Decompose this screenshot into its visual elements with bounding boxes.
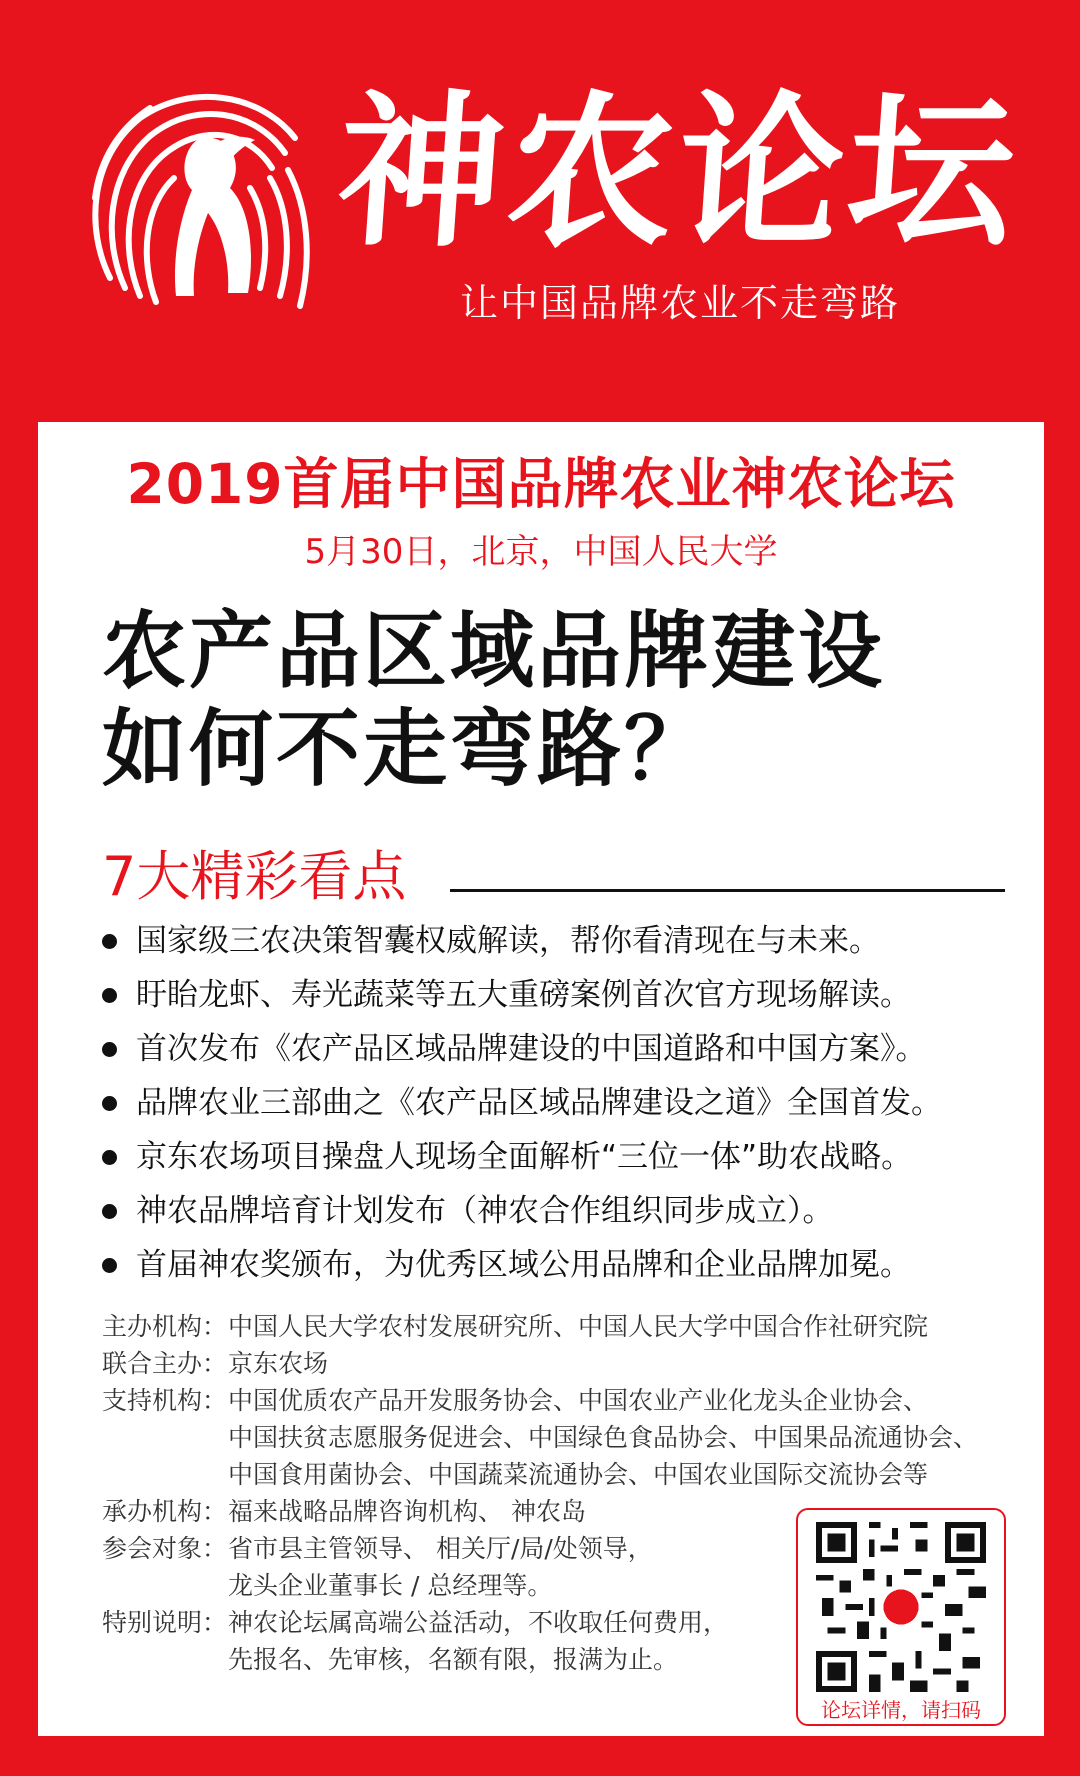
info-row-supporters-cont: [102, 1456, 978, 1493]
info-value: 中国优质农产品开发服务协会、中国农业产业化龙头企业协会、: [228, 1386, 929, 1415]
info-row-host: [102, 1308, 978, 1345]
info-label: 参会对象：: [102, 1534, 228, 1563]
event-date-location: 5月30日，北京，中国人民大学: [304, 532, 778, 572]
info-value: 中国人民大学农村发展研究所、中国人民大学中国合作社研究院: [228, 1312, 929, 1341]
shennong-fingerprint-logo-icon: [80, 78, 320, 328]
info-value: 神农论坛属高端公益活动，不收取任何费用，: [228, 1608, 729, 1637]
header-banner: [0, 0, 1080, 420]
info-label: 主办机构：: [102, 1312, 228, 1341]
info-value: 先报名、先审核，名额有限，报满为止。: [228, 1645, 679, 1674]
bullet-icon: [102, 934, 117, 949]
content-card: [38, 422, 1044, 1736]
list-item-text: 首届神农奖颁布，为优秀区域公用品牌和企业品牌加冕。: [136, 1247, 911, 1283]
info-label: 支持机构：: [102, 1386, 228, 1415]
headline-line-1: 农产品区域品牌建设: [102, 602, 886, 700]
bullet-icon: [102, 988, 117, 1003]
bullet-icon: [102, 1096, 117, 1111]
info-value: 京东农场: [228, 1349, 329, 1378]
info-row-cohost: [102, 1345, 978, 1382]
info-value: 中国食用菌协会、中国蔬菜流通协会、中国农业国际交流协会等: [228, 1460, 929, 1489]
info-value: 龙头企业董事长 / 总经理等。: [228, 1571, 553, 1600]
list-item: [100, 1184, 942, 1238]
bullet-icon: [102, 1258, 117, 1273]
list-item: [100, 968, 942, 1022]
highlights-heading: 7大精彩看点: [102, 845, 407, 908]
list-item-text: 神农品牌培育计划发布（神农合作组织同步成立）。: [136, 1193, 834, 1229]
info-row-supporters-cont: [102, 1419, 978, 1456]
list-item: [100, 1130, 942, 1184]
list-item-text: 首次发布《农产品区域品牌建设的中国道路和中国方案》。: [136, 1031, 927, 1067]
brand-slogan: 让中国品牌农业不走弯路: [460, 281, 901, 325]
bullet-icon: [102, 1204, 117, 1219]
list-item-text: 品牌农业三部曲之《农产品区域品牌建设之道》全国首发。: [136, 1085, 942, 1121]
list-item-text: 国家级三农决策智囊权威解读，帮你看清现在与未来。: [136, 923, 880, 959]
list-item-text: 盱眙龙虾、寿光蔬菜等五大重磅案例首次官方现场解读。: [136, 977, 911, 1013]
info-label: 承办机构：: [102, 1497, 228, 1526]
bullet-icon: [102, 1042, 117, 1057]
highlights-list: [100, 914, 942, 1292]
info-value: 省市县主管领导、 相关厅/局/处领导，: [228, 1534, 653, 1563]
info-value: 福来战略品牌咨询机构、 神农岛: [228, 1497, 586, 1526]
bullet-icon: [102, 1150, 117, 1165]
info-label: 联合主办：: [102, 1349, 228, 1378]
brand-title: 神农论坛: [331, 75, 1025, 270]
info-label: 特别说明：: [102, 1608, 228, 1637]
heading-rule: [450, 889, 1005, 892]
event-title: 2019首届中国品牌农业神农论坛: [126, 452, 956, 516]
info-value: 中国扶贫志愿服务促进会、中国绿色食品协会、中国果品流通协会、: [228, 1423, 979, 1452]
headline: [102, 602, 885, 798]
list-item: [100, 1238, 942, 1292]
list-item: [100, 1022, 942, 1076]
info-row-supporters: [102, 1382, 978, 1419]
qr-code-icon[interactable]: [812, 1522, 990, 1692]
list-item: [100, 1076, 942, 1130]
qr-caption: 论坛详情，请扫码: [821, 1698, 981, 1722]
headline-line-2: 如何不走弯路？: [102, 700, 712, 798]
qr-code-box[interactable]: [796, 1508, 1006, 1726]
list-item-text: 京东农场项目操盘人现场全面解析“三位一体”助农战略。: [136, 1139, 913, 1175]
list-item: [100, 914, 942, 968]
